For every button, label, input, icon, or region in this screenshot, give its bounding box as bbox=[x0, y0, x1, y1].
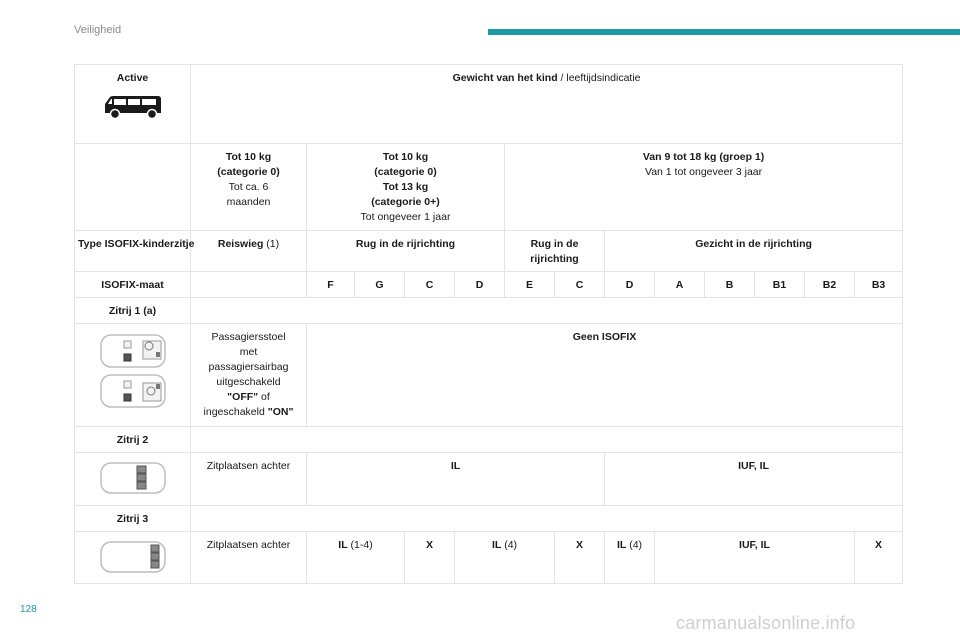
row-3-label: Zitrij 3 bbox=[75, 506, 191, 532]
reiswieg-cell: Reiswieg (1) bbox=[191, 231, 307, 272]
size-cell: B bbox=[705, 272, 755, 298]
page-number: 128 bbox=[20, 604, 37, 615]
row-2-value-1: IL bbox=[307, 453, 605, 506]
row-categories bbox=[75, 144, 903, 231]
row-2 bbox=[75, 453, 903, 506]
forward-facing-cell: Gezicht in de rijrichting bbox=[605, 231, 903, 272]
weight-header bbox=[191, 65, 903, 144]
section-title: Veiligheid bbox=[74, 24, 122, 36]
row-3-header bbox=[75, 506, 903, 532]
row-3-diagram-cell bbox=[75, 532, 191, 584]
seat-type-label: Type ISOFIX-kinderzitje bbox=[75, 231, 191, 272]
row-1 bbox=[75, 324, 903, 427]
van-icon bbox=[102, 92, 164, 120]
active-label: Active bbox=[116, 72, 149, 84]
row-3-value-2: X bbox=[405, 532, 455, 584]
weight-label: Gewicht van het kind bbox=[452, 72, 558, 84]
row-1-label: Zitrij 1 (a) bbox=[75, 298, 191, 324]
row-isofix-size bbox=[75, 272, 903, 298]
size-cell: B2 bbox=[805, 272, 855, 298]
row-2-header bbox=[75, 427, 903, 453]
row-3-value-7: X bbox=[855, 532, 903, 584]
row-2-diagram-cell bbox=[75, 453, 191, 506]
row-seat-type bbox=[75, 231, 903, 272]
category-0plus-cell: Tot 10 kg (categorie 0) Tot 13 kg (categorie 0+) Tot ongeveer 1 jaar bbox=[307, 144, 505, 231]
isofix-size-label: ISOFIX-maat bbox=[75, 272, 191, 298]
size-cell: F bbox=[307, 272, 355, 298]
size-cell: B3 bbox=[855, 272, 903, 298]
row-3-value-4: X bbox=[555, 532, 605, 584]
row-1-header bbox=[75, 298, 903, 324]
second-row-seats-icon bbox=[99, 461, 167, 495]
front-seat-airbag-on-icon bbox=[99, 372, 167, 410]
category-0-cell: Tot 10 kg (categorie 0) Tot ca. 6 maanden bbox=[191, 144, 307, 231]
group-1-cell: Van 9 tot 18 kg (groep 1) Van 1 tot ongeveer 3 jaar bbox=[505, 144, 903, 231]
size-cell: A bbox=[655, 272, 705, 298]
row-2-label: Zitrij 2 bbox=[75, 427, 191, 453]
size-cell: D bbox=[455, 272, 505, 298]
watermark: carmanualsonline.info bbox=[676, 613, 856, 633]
front-seat-airbag-off-icon bbox=[99, 332, 167, 370]
row-3-value-1: IL (1-4) bbox=[307, 532, 405, 584]
active-cell bbox=[75, 65, 191, 144]
row-1-diagram-cell bbox=[75, 324, 191, 427]
size-cell: B1 bbox=[755, 272, 805, 298]
rear-facing-group1-cell: Rug in de rijrichting bbox=[505, 231, 605, 272]
rear-facing-cell: Rug in de rijrichting bbox=[307, 231, 505, 272]
row-3-value-6: IUF, IL bbox=[655, 532, 855, 584]
third-row-seats-icon bbox=[99, 540, 167, 574]
row-3-value-3: IL (4) bbox=[455, 532, 555, 584]
row-active bbox=[75, 65, 903, 144]
size-cell: C bbox=[555, 272, 605, 298]
row-1-value: Geen ISOFIX bbox=[307, 324, 903, 427]
header-accent-bar bbox=[488, 29, 960, 35]
isofix-table bbox=[74, 64, 903, 584]
size-cell: G bbox=[355, 272, 405, 298]
size-cell: E bbox=[505, 272, 555, 298]
age-label: / leeftijdsindicatie bbox=[557, 72, 641, 84]
row-1-seat-cell: Passagiersstoel met passagiersairbag uitgeschakeld "OFF" of ingeschakeld "ON" bbox=[191, 324, 307, 427]
size-cell: D bbox=[605, 272, 655, 298]
row-3-seat-label: Zitplaatsen achter bbox=[191, 532, 307, 584]
row-2-seat-label: Zitplaatsen achter bbox=[191, 453, 307, 506]
row-2-value-2: IUF, IL bbox=[605, 453, 903, 506]
size-cell: C bbox=[405, 272, 455, 298]
row-3 bbox=[75, 532, 903, 584]
row-3-value-5: IL (4) bbox=[605, 532, 655, 584]
